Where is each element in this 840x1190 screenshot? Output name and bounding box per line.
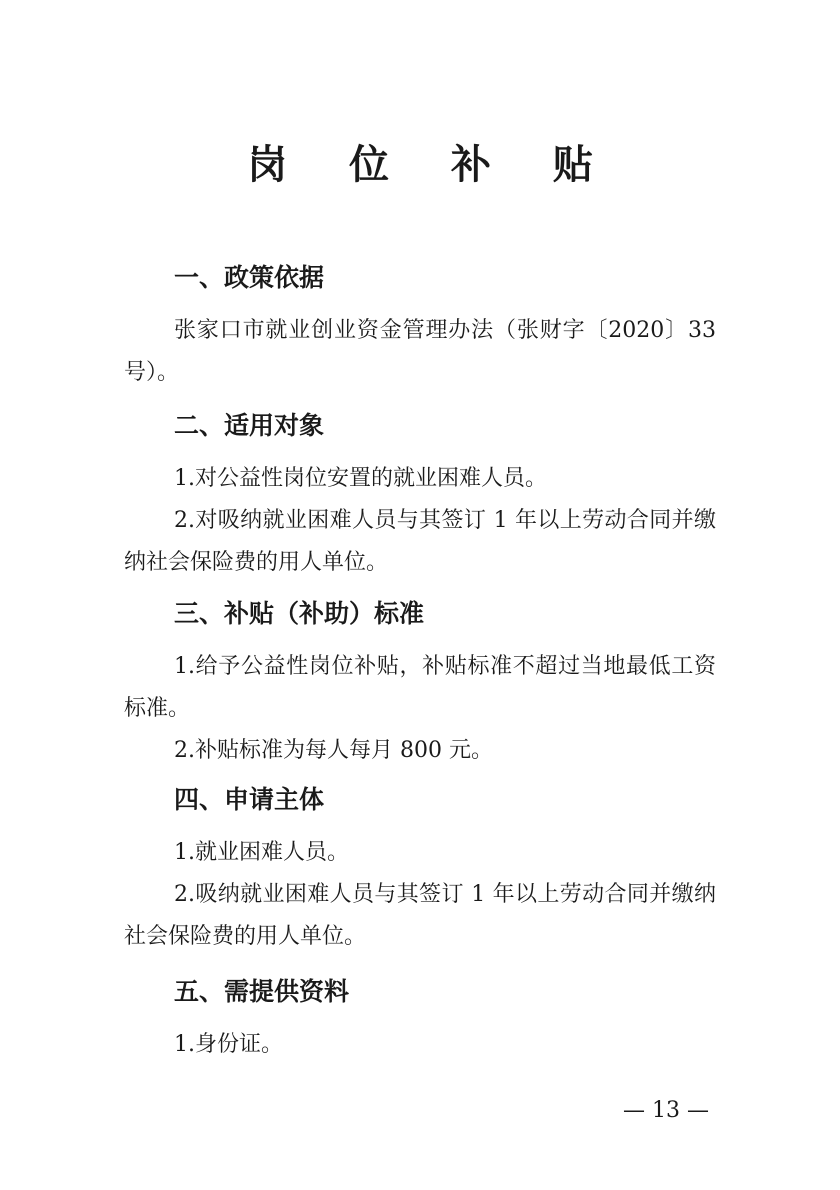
paragraph-target-2: 2.对吸纳就业困难人员与其签订 1 年以上劳动合同并缴纳社会保险费的用人单位。	[124, 508, 716, 575]
paragraph-materials-1: 1.身份证。	[174, 1032, 283, 1057]
section-heading-applicable-targets: 二、适用对象	[174, 411, 325, 440]
paragraph-applicant-1: 1.就业困难人员。	[174, 840, 349, 865]
section-heading-applicant: 四、申请主体	[174, 785, 325, 814]
paragraph-target-1: 1.对公益性岗位安置的就业困难人员。	[174, 466, 547, 491]
section-heading-required-materials: 五、需提供资料	[174, 977, 350, 1006]
paragraph-standard-2: 2.补贴标准为每人每月 800 元。	[174, 738, 493, 763]
section-heading-policy-basis: 一、政策依据	[174, 263, 325, 292]
page-number: — 13 —	[623, 1098, 709, 1123]
paragraph-standard-1: 1.给予公益性岗位补贴，补贴标准不超过当地最低工资标准。	[124, 654, 716, 721]
paragraph-applicant-2: 2.吸纳就业困难人员与其签订 1 年以上劳动合同并缴纳社会保险费的用人单位。	[124, 882, 716, 949]
section-heading-subsidy-standard: 三、补贴（补助）标准	[174, 599, 425, 628]
paragraph-policy-basis: 张家口市就业创业资金管理办法（张财字〔2020〕33号）。	[124, 318, 716, 385]
document-title: 岗 位 补 贴	[247, 141, 617, 188]
